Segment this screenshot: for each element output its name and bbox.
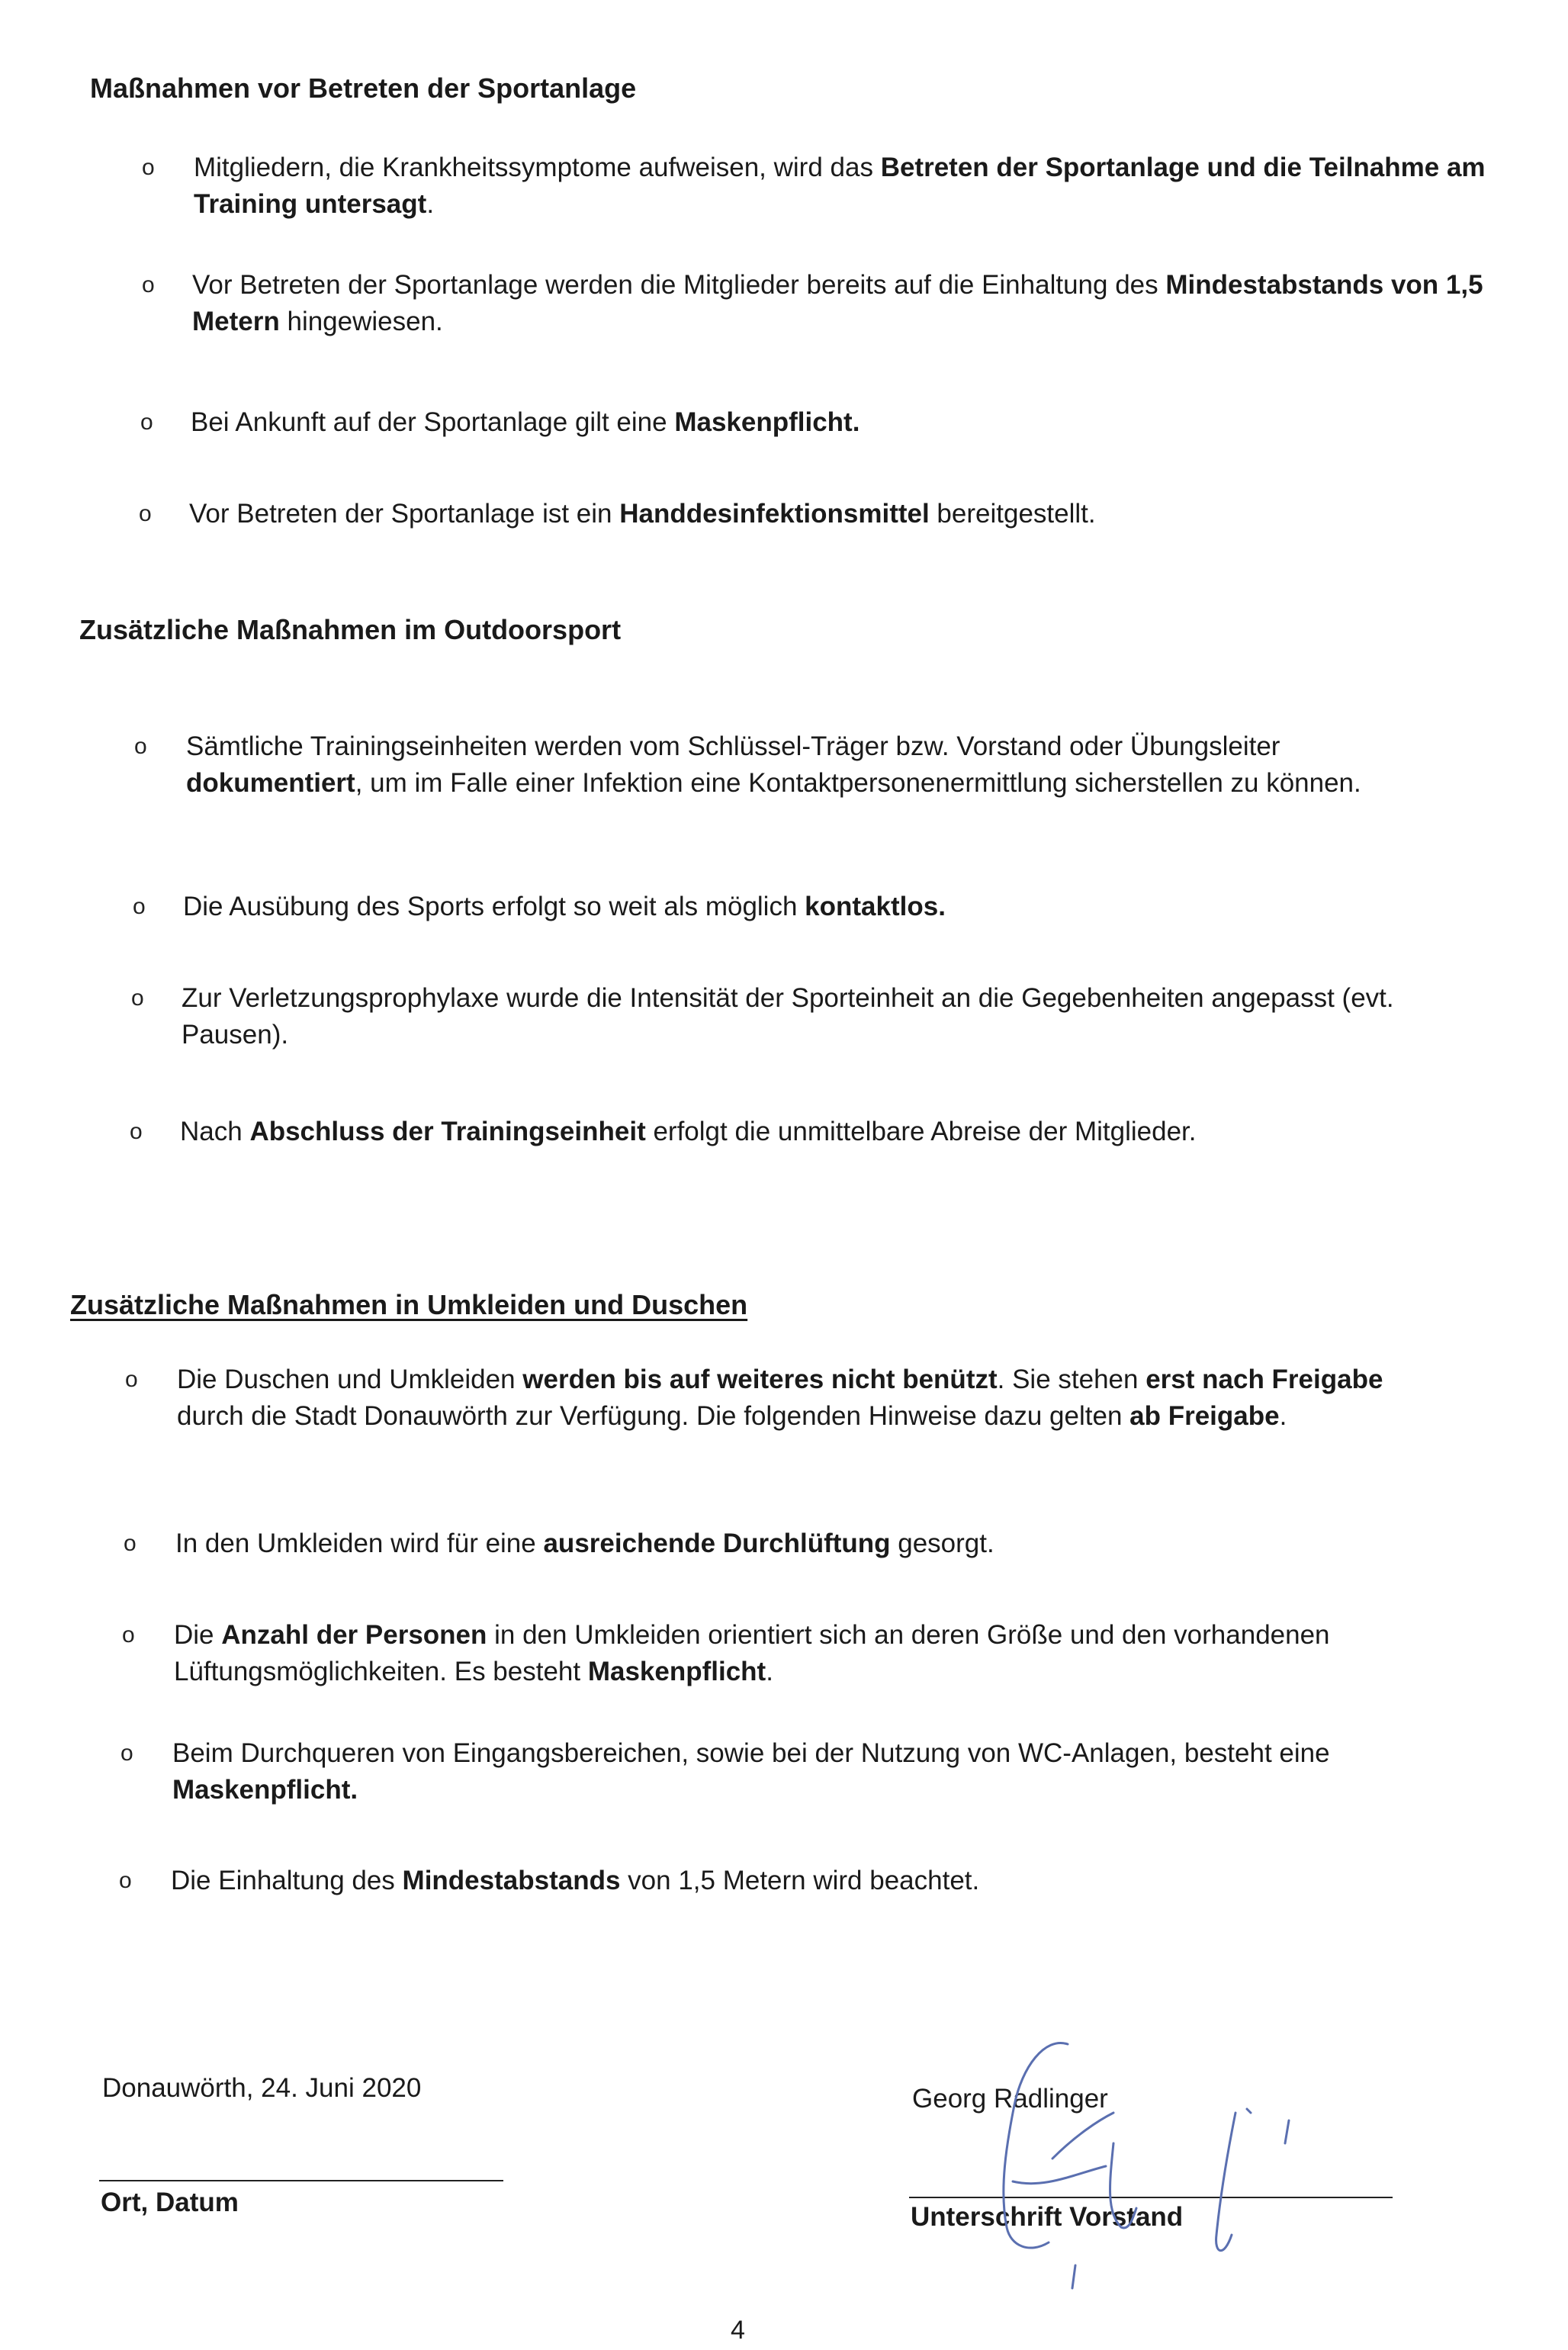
list-bullet: o (119, 1868, 132, 1893)
list-bullet: o (125, 1367, 138, 1392)
list-bullet: o (140, 410, 153, 435)
list-item: Mitgliedern, die Krankheitssymptome aufweisen, wird das Betreten der Sportanlage und die Teilnahme am Training untersagt. (194, 153, 1486, 219)
list-item: Die Einhaltung des Mindestabstands von 1,5 Metern wird beachtet. (171, 1866, 980, 1895)
list-item: Nach Abschluss der Trainingseinheit erfolgt die unmittelbare Abreise der Mitglieder. (180, 1117, 1197, 1146)
list-item: Beim Durchqueren von Eingangsbereichen, sowie bei der Nutzung von WC-Anlagen, besteht eine Maskenpflicht. (172, 1738, 1330, 1805)
section-heading-before-entry: Maßnahmen vor Betreten der Sportanlage (90, 72, 637, 104)
signer-name: Georg Radlinger (912, 2084, 1108, 2114)
list-item: Bei Ankunft auf der Sportanlage gilt eine Maskenpflicht. (191, 407, 860, 437)
page-number: 4 (731, 2316, 745, 2345)
section-heading-outdoorsport: Zusätzliche Maßnahmen im Outdoorsport (79, 614, 622, 645)
handwritten-signature (938, 2037, 1335, 2311)
list-item: Vor Betreten der Sportanlage ist ein Handdesinfektionsmittel bereitgestellt. (189, 499, 1096, 529)
list-item: Die Duschen und Umkleiden werden bis auf weiteres nicht benützt. Sie stehen erst nach Freigabe durch die Stadt Donauwörth zur Verfügung. Die folgenden Hinweise dazu gelten ab Freigabe. (177, 1365, 1383, 1431)
list-bullet: o (131, 985, 144, 1011)
place-date: Donauwörth, 24. Juni 2020 (102, 2073, 422, 2103)
list-bullet: o (142, 155, 155, 180)
list-item: Vor Betreten der Sportanlage werden die Mitglieder bereits auf die Einhaltung des Mindestabstands von 1,5 Metern hingewiesen. (192, 270, 1483, 336)
list-bullet: o (139, 501, 152, 526)
section-heading-umkleiden: Zusätzliche Maßnahmen in Umkleiden und Duschen (70, 1289, 748, 1320)
list-bullet: o (120, 1741, 133, 1766)
signature-label: Unterschrift Vorstand (911, 2202, 1184, 2232)
list-bullet: o (142, 272, 155, 297)
list-item: Die Anzahl der Personen in den Umkleiden orientiert sich an deren Größe und den vorhandenen Lüftungsmöglichkeiten. Es besteht Maskenpflicht. (174, 1620, 1330, 1686)
place-date-label: Ort, Datum (101, 2188, 239, 2217)
list-bullet: o (134, 734, 147, 759)
list-bullet: o (130, 1119, 143, 1144)
list-item: Die Ausübung des Sports erfolgt so weit als möglich kontaktlos. (183, 892, 946, 921)
list-bullet: o (124, 1531, 137, 1556)
place-date-line (99, 2180, 503, 2181)
list-item: In den Umkleiden wird für eine ausreichende Durchlüftung gesorgt. (175, 1529, 994, 1558)
list-bullet: o (122, 1622, 135, 1648)
list-bullet: o (133, 894, 146, 919)
list-item: Zur Verletzungsprophylaxe wurde die Intensität der Sporteinheit an die Gegebenheiten angepasst (evt. Pausen). (182, 983, 1394, 1050)
list-item: Sämtliche Trainingseinheiten werden vom Schlüssel-Träger bzw. Vorstand oder Übungsleiter dokumentiert, um im Falle einer Infektion eine Kontaktpersonenermittlung sicherstellen zu können. (186, 731, 1361, 798)
